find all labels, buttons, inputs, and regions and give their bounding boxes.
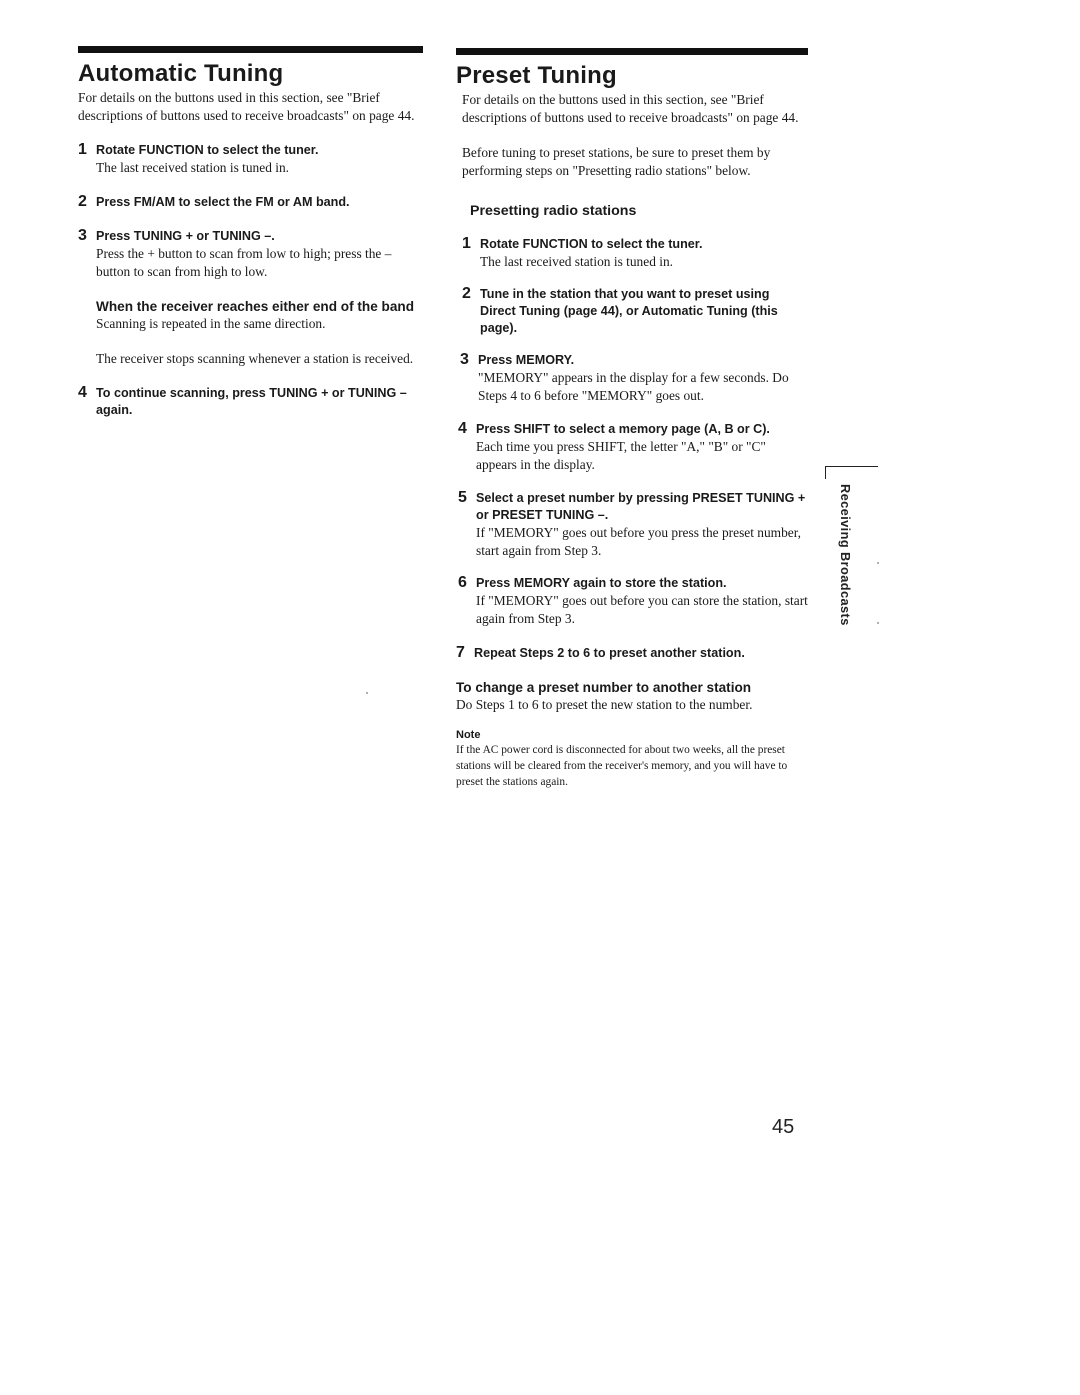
step-text: Each time you press SHIFT, the letter "A," "B" or "C" appears in the display. bbox=[476, 439, 766, 472]
step-heading: Repeat Steps 2 to 6 to preset another station. bbox=[474, 646, 745, 660]
step-text: The last received station is tuned in. bbox=[480, 254, 673, 269]
step-heading: Rotate FUNCTION to select the tuner. bbox=[96, 143, 319, 157]
preset-tuning-intro: For details on the buttons used in this section, see "Brief descriptions of buttons used to receive broadcasts" on page 44. bbox=[462, 92, 799, 125]
step-number: 3 bbox=[78, 227, 87, 244]
preset-step-4 bbox=[458, 421, 808, 474]
step-number: 4 bbox=[458, 420, 467, 437]
side-tab-bracket bbox=[825, 466, 878, 479]
step-number: 7 bbox=[456, 644, 465, 661]
page-number: 45 bbox=[772, 1116, 795, 1138]
preset-tuning-title: Preset Tuning bbox=[456, 62, 617, 89]
auto-step-1 bbox=[78, 142, 423, 177]
automatic-tuning-intro: For details on the buttons used in this section, see "Brief descriptions of buttons used to receive broadcasts" on page 44. bbox=[78, 90, 415, 123]
step-number: 2 bbox=[78, 193, 87, 210]
auto-step-4 bbox=[78, 385, 423, 419]
auto-step-2 bbox=[78, 194, 423, 211]
preset-step-1 bbox=[462, 236, 808, 271]
step-number: 1 bbox=[462, 235, 471, 252]
step-heading: Press FM/AM to select the FM or AM band. bbox=[96, 195, 350, 209]
step-number: 4 bbox=[78, 384, 87, 401]
step-heading: Press SHIFT to select a memory page (A, B or C). bbox=[476, 422, 770, 436]
step-heading: Tune in the station that you want to preset using Direct Tuning (page 44), or Automatic Tuning (this page). bbox=[480, 287, 778, 335]
band-end-heading: When the receiver reaches either end of the band bbox=[96, 299, 415, 314]
scan-speck bbox=[877, 562, 879, 564]
note-label: Note bbox=[456, 729, 481, 741]
step-heading: To continue scanning, press TUNING + or TUNING – again. bbox=[96, 386, 407, 417]
title-rule bbox=[456, 48, 808, 55]
step-text: Press the + button to scan from low to high; press the – button to scan from high to low. bbox=[96, 246, 392, 279]
preset-step-5 bbox=[458, 490, 808, 560]
side-tab-label: Receiving Broadcasts bbox=[838, 484, 853, 626]
title-rule bbox=[78, 46, 423, 53]
step-text: The last received station is tuned in. bbox=[96, 160, 289, 175]
change-preset-text: Do Steps 1 to 6 to preset the new station to the number. bbox=[456, 697, 753, 712]
preset-step-2 bbox=[462, 286, 808, 337]
scan-speck bbox=[877, 622, 879, 624]
step-heading: Press TUNING + or TUNING –. bbox=[96, 229, 275, 243]
auto-step-3 bbox=[78, 228, 423, 368]
step-heading: Press MEMORY again to store the station. bbox=[476, 576, 727, 590]
note-text: If the AC power cord is disconnected for about two weeks, all the preset stations will be cleared from the receiver's memory, and you will have to preset the stations again. bbox=[456, 744, 788, 788]
step-heading: Select a preset number by pressing PRESET TUNING + or PRESET TUNING –. bbox=[476, 491, 806, 522]
presetting-heading: Presetting radio stations bbox=[470, 203, 637, 219]
band-end-text: Scanning is repeated in the same direction. bbox=[96, 316, 326, 331]
preset-step-3 bbox=[460, 352, 808, 405]
step-heading: Press MEMORY. bbox=[478, 353, 575, 367]
step-number: 2 bbox=[462, 285, 471, 302]
automatic-tuning-title: Automatic Tuning bbox=[78, 60, 284, 87]
step-heading: Rotate FUNCTION to select the tuner. bbox=[480, 237, 703, 251]
automatic-tuning-section bbox=[78, 46, 423, 419]
preset-tuning-section bbox=[456, 48, 808, 790]
step-number: 5 bbox=[458, 489, 467, 506]
step-text: "MEMORY" appears in the display for a few seconds. Do Steps 4 to 6 before "MEMORY" goes out. bbox=[478, 370, 789, 403]
step-text: If "MEMORY" goes out before you can store the station, start again from Step 3. bbox=[476, 593, 808, 626]
step-number: 3 bbox=[460, 351, 469, 368]
step-number: 6 bbox=[458, 574, 467, 591]
stop-text: The receiver stops scanning whenever a station is received. bbox=[96, 351, 414, 366]
preset-before-text: Before tuning to preset stations, be sure to preset them by performing steps on "Presetting radio stations" below. bbox=[462, 145, 771, 178]
change-preset-heading: To change a preset number to another station bbox=[456, 680, 752, 695]
step-text: If "MEMORY" goes out before you press the preset number, start again from Step 3. bbox=[476, 525, 802, 558]
preset-step-6 bbox=[458, 575, 808, 628]
scan-speck bbox=[366, 692, 368, 694]
preset-step-7 bbox=[456, 645, 808, 662]
step-number: 1 bbox=[78, 141, 87, 158]
